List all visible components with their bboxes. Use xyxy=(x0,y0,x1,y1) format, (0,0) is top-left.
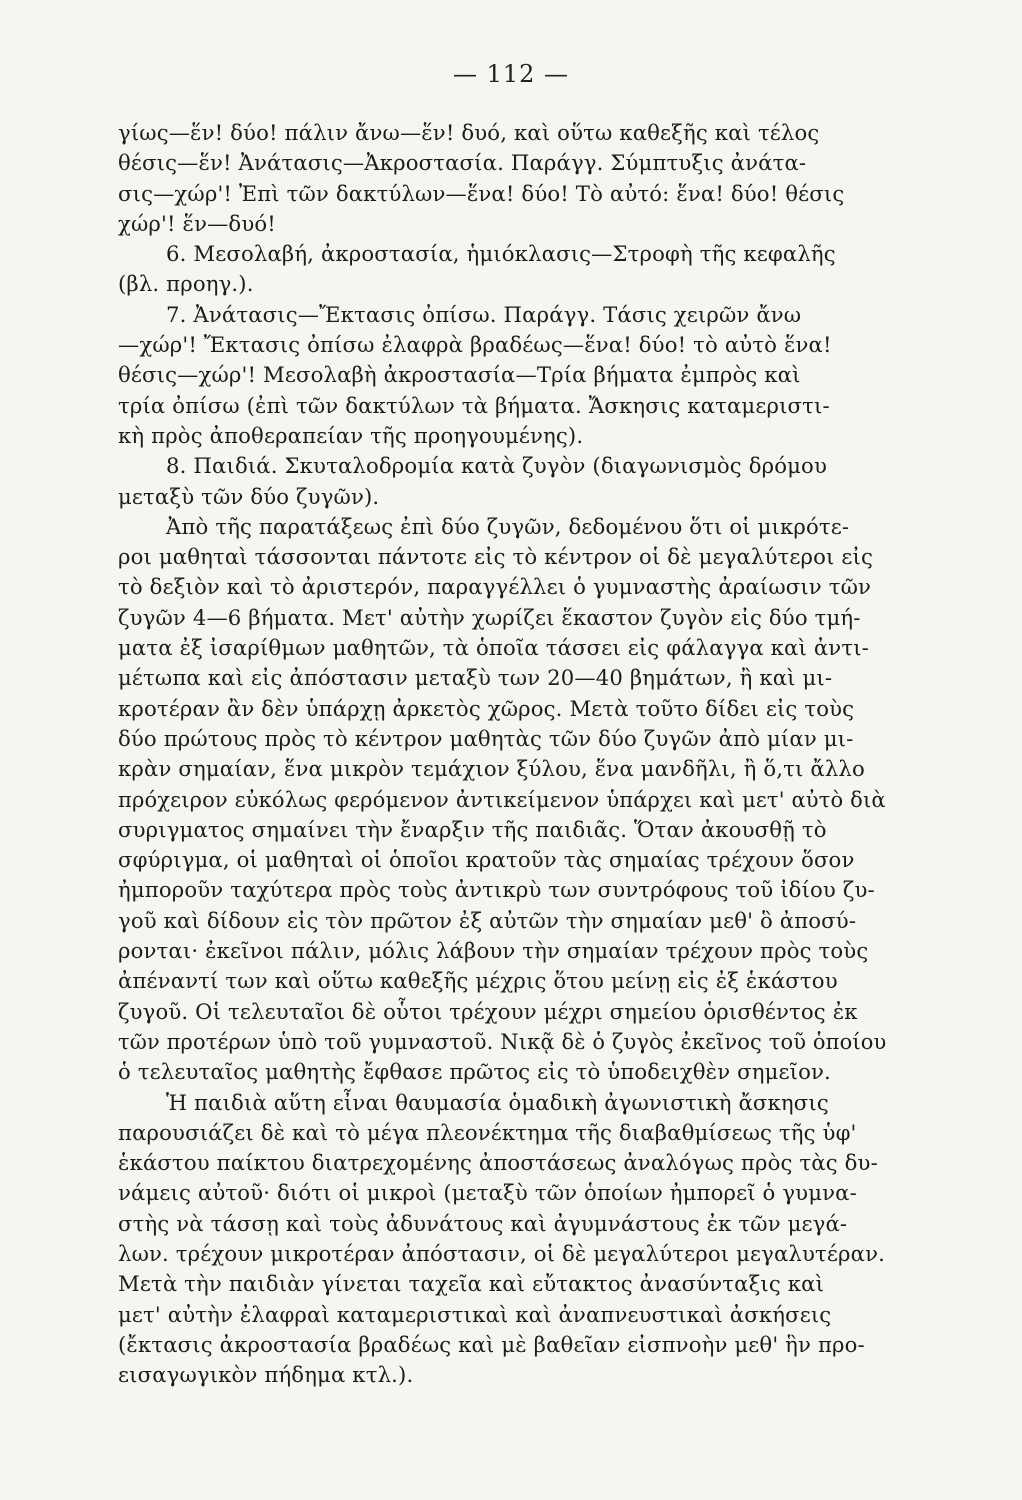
text-line: γοῦ καὶ δίδουν εἰς τὸν πρῶτον ἐξ αὐτῶν τὴν σημαίαν μεθ' ὃ ἀποσύ- xyxy=(118,907,857,933)
text-line: ζυγῶν 4—6 βήματα. Μετ' αὐτὴν χωρίζει ἕκαστον ζυγὸν εἰς δύο τμή- xyxy=(118,604,861,630)
text-line: 6. Μεσολαβή, ἀκροστασία, ἡμιόκλασις—Στροφὴ τῆς κεφαλῆς xyxy=(166,241,836,267)
text-line: Ἡ παιδιὰ αὕτη εἶναι θαυμασία ὁμαδικὴ ἀγωνιστικὴ ἄσκησις xyxy=(166,1089,829,1115)
text-line: νάμεις αὐτοῦ· διότι οἱ μικροὶ (μεταξὺ τῶν ὁποίων ἠμπορεῖ ὁ γυμνα- xyxy=(118,1180,857,1206)
text-line: τρία ὀπίσω (ἐπὶ τῶν δακτύλων τὰ βήματα. Ἄσκησις καταμεριστι- xyxy=(118,392,830,418)
paragraph-item-6 xyxy=(118,239,886,300)
paragraph-item-8 xyxy=(118,451,886,512)
text-line: μέτωπα καὶ εἰς ἀπόστασιν μεταξὺ των 20—40 βημάτων, ἢ καὶ μι- xyxy=(118,665,833,691)
text-line: εισαγωγικὸν πήδημα κτλ.). xyxy=(118,1362,414,1388)
text-line: ὁ τελευταῖος μαθητὴς ἔφθασε πρῶτος εἰς τὸ ὑποδειχθὲν σημεῖον. xyxy=(118,1059,831,1085)
text-line: 7. Ἀνάτασις—Ἔκτασις ὀπίσω. Παράγγ. Τάσις χειρῶν ἄνω xyxy=(166,301,802,327)
text-line: δύο πρώτους πρὸς τὸ κέντρον μαθητὰς τῶν δύο ζυγῶν ἀπὸ μίαν μι- xyxy=(118,725,854,751)
text-line: κὴ πρὸς ἀποθεραπείαν τῆς προηγουμένης). xyxy=(118,422,584,448)
text-line: μεταξὺ τῶν δύο ζυγῶν). xyxy=(118,483,380,509)
text-line: κρὰν σημαίαν, ἕνα μικρὸν τεμάχιον ξύλου, ἕνα μανδῆλι, ἢ ὅ,τι ἄλλο xyxy=(118,756,865,782)
page-number: — 112 — xyxy=(452,60,570,88)
text-line: ζυγοῦ. Οἱ τελευταῖοι δὲ οὗτοι τρέχουν μέχρι σημείου ὁρισθέντος ἐκ xyxy=(118,998,858,1024)
text-line: τὸ δεξιὸν καὶ τὸ ἀριστερόν, παραγγέλλει ὁ γυμναστὴς ἀραίωσιν τῶν xyxy=(118,574,872,600)
text-line: στὴς νὰ τάσσῃ καὶ τοὺς ἀδυνάτους καὶ ἀγυμνάστους ἐκ τῶν μεγά- xyxy=(118,1210,848,1236)
text-line: λων. τρέχουν μικροτέραν ἀπόστασιν, οἱ δὲ μεγαλύτεροι μεγαλυτέραν. xyxy=(118,1240,885,1266)
text-line: συριγματος σημαίνει τὴν ἔναρξιν τῆς παιδιᾶς. Ὅταν ἀκουσθῇ τὸ xyxy=(118,816,827,842)
text-line: πρόχειρον εὐκόλως φερόμενον ἀντικείμενον ὑπάρχει καὶ μετ' αὐτὸ διὰ xyxy=(118,786,886,812)
text-line: 8. Παιδιά. Σκυταλοδρομία κατὰ ζυγὸν (διαγωνισμὸς δρόμου xyxy=(166,453,827,479)
text-line: παρουσιάζει δὲ καὶ τὸ μέγα πλεονέκτημα τῆς διαβαθμίσεως τῆς ὑφ' xyxy=(118,1119,857,1145)
text-line: ματα ἐξ ἰσαρίθμων μαθητῶν, τὰ ὁποῖα τάσσει εἰς φάλαγγα καὶ ἀντι- xyxy=(118,635,869,661)
text-line: Μετὰ τὴν παιδιὰν γίνεται ταχεῖα καὶ εὔτακτος ἀνασύνταξις καὶ xyxy=(118,1271,825,1297)
text-line: τῶν προτέρων ὑπὸ τοῦ γυμναστοῦ. Νικᾷ δὲ ὁ ζυγὸς ἐκεῖνος τοῦ ὁποίου xyxy=(118,1028,887,1054)
text-line: κροτέραν ἂν δὲν ὑπάρχῃ ἀρκετὸς χῶρος. Μετὰ τοῦτο δίδει εἰς τοὺς xyxy=(118,695,855,721)
text-line: ἀπέναντί των καὶ οὕτω καθεξῆς μέχρις ὅτου μείνῃ εἰς ἐξ ἑκάστου xyxy=(118,968,838,994)
text-line: ροι μαθηταὶ τάσσονται πάντοτε εἰς τὸ κέντρον οἱ δὲ μεγαλύτεροι εἰς xyxy=(118,544,873,570)
paragraph-game-description xyxy=(118,512,886,1088)
text-line: σφύριγμα, οἱ μαθηταὶ οἱ ὁποῖοι κρατοῦν τὰς σημαίας τρέχουν ὅσον xyxy=(118,847,855,873)
text-line: γίως—ἕν! δύο! πάλιν ἄνω—ἕν! δυό, καὶ οὕτω καθεξῆς καὶ τέλος xyxy=(118,120,820,145)
paragraph-continuation xyxy=(118,118,886,239)
text-line: θέσις—χώρ'! Μεσολαβὴ ἀκροστασία—Τρία βήματα ἐμπρὸς καὶ xyxy=(118,362,801,388)
text-line: χώρ'! ἕν—δυό! xyxy=(118,210,276,236)
body-text xyxy=(118,118,886,1390)
text-line: μετ' αὐτὴν ἐλαφραὶ καταμεριστικαὶ καὶ ἀναπνευστικαὶ ἀσκήσεις xyxy=(118,1301,832,1327)
text-line: ἠμποροῦν ταχύτερα πρὸς τοὺς ἀντικρὺ των συντρόφους τοῦ ἰδίου ζυ- xyxy=(118,877,875,903)
text-line: θέσις—ἕν! Ἀνάτασις—Ἀκροστασία. Παράγγ. Σύμπτυξις ἀνάτα- xyxy=(118,150,807,176)
text-line: Ἀπὸ τῆς παρατάξεως ἐπὶ δύο ζυγῶν, δεδομένου ὅτι οἱ μικρότε- xyxy=(166,513,850,539)
text-line: ἑκάστου παίκτου διατρεχομένης ἀποστάσεως ἀναλόγως πρὸς τὰς δυ- xyxy=(118,1150,878,1176)
text-line: —χώρ'! Ἔκτασις ὀπίσω ἐλαφρὰ βραδέως—ἕνα! δύο! τὸ αὐτὸ ἕνα! xyxy=(118,332,832,358)
text-line: (ἔκτασις ἀκροστασία βραδέως καὶ μὲ βαθεῖαν εἰσπνοὴν μεθ' ἣν προ- xyxy=(118,1331,865,1357)
paragraph-commentary xyxy=(118,1088,886,1391)
text-line: (βλ. προηγ.). xyxy=(118,271,254,297)
paragraph-item-7 xyxy=(118,300,886,451)
text-line: σις—χώρ'! Ἐπὶ τῶν δακτύλων—ἕνα! δύο! Τὸ αὐτό: ἕνα! δύο! θέσις xyxy=(118,180,845,206)
text-line: ρονται· ἐκεῖνοι πάλιν, μόλις λάβουν τὴν σημαίαν τρέχουν πρὸς τοὺς xyxy=(118,938,869,964)
